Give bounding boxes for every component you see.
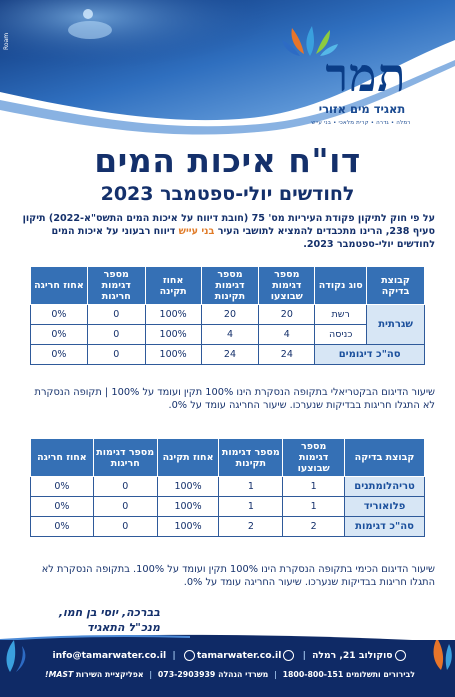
- col-header: מספר דגימות שבוצעו: [283, 439, 345, 477]
- table-total-row: [31, 517, 425, 537]
- page-subtitle: לחודשים יולי-ספטמבר 2023: [100, 183, 355, 205]
- logo-subtitle: תאגיד מים אזורי: [318, 102, 406, 116]
- cell-done: 4: [259, 325, 315, 345]
- table-row: [31, 497, 425, 517]
- cell-done: 1: [283, 477, 345, 497]
- col-header: מספר דגימות תקינות: [219, 439, 283, 477]
- table-header-row: [31, 439, 425, 477]
- footer: [0, 640, 455, 697]
- intro-city-highlight: בני עייש: [178, 226, 215, 237]
- col-header: מספר דגימות חריגות: [87, 267, 145, 305]
- cell-done: 24: [259, 345, 315, 365]
- cell-pct-dev: 0%: [31, 497, 94, 517]
- location-pin-icon: [395, 650, 406, 661]
- cell-pct-valid: 100%: [157, 497, 219, 517]
- bacteriological-note: שיעור הדיגום הבקטריאלי בתקופה הנסקרת הינו 100% תקין ועומד על 100% | תקופה הנסקרת לא התגלו חריגות בבדיקות שנערכו. שיעור החריגה עומד על 0%.: [34, 387, 435, 411]
- footer-billing: לבירורים ותשלומים 1800-800-151: [282, 670, 415, 679]
- cell-done: 2: [283, 517, 345, 537]
- col-header: סוג נקודה: [315, 267, 367, 305]
- cell-pct-valid: 100%: [157, 477, 219, 497]
- total-label: סה"כ דגימות: [345, 517, 425, 537]
- cell-valid: 20: [201, 305, 259, 325]
- cell-pct-valid: 100%: [145, 345, 201, 365]
- footer-app: אפליקציית השירות: [76, 670, 144, 679]
- group-cell: שגרתית: [367, 305, 425, 345]
- cell-type: רשת: [315, 305, 367, 325]
- cell-valid: 1: [219, 477, 283, 497]
- table-row: [31, 325, 425, 345]
- intro-part2: דיווח רבעוני על איכות המים לחודשים יולי-ספטמבר 2023.: [51, 226, 435, 250]
- chemical-note: שיעור הדיגום הכימי בתקופה הנסקרת הינו 100% תקין ועומד על 100%. בתקופה הנסקרת לא התגלו חריגות בבדיקות שנערכו. שיעור החריגה עומד על 0%.: [41, 564, 435, 588]
- footer-office: משרדי הנהלה 073-2903939: [157, 670, 269, 679]
- group-cell: פלואוריד: [345, 497, 425, 517]
- chemical-table: [30, 438, 425, 537]
- page-title: דו"ח איכות המים: [94, 141, 361, 180]
- intro-part1: על פי חוק לתיקון פקודת העיריות מס' 75 (חובת דיווח על איכות המים התשס"א-2022) תיקון סעיף 238, הרינו מתכבדים להמציא לתושבי העיר: [22, 213, 435, 237]
- globe-icon: [283, 650, 294, 661]
- cell-deviant: 0: [93, 497, 157, 517]
- side-tag: Roam: [3, 32, 10, 50]
- cell-deviant: 0: [93, 517, 157, 537]
- cell-pct-dev: 0%: [31, 517, 94, 537]
- col-header: אחוז חריגה: [31, 439, 94, 477]
- signature-line2: מנכ"ל התאגיד: [86, 621, 160, 634]
- footer-phones-line: לבירורים ותשלומים 1800-800-151 | משרדי הנהלה 073-2903939 | אפליקציית השירות MAST!: [45, 670, 415, 679]
- group-cell: טריהלומתנים: [345, 477, 425, 497]
- footer-app-brand: MAST!: [45, 670, 74, 679]
- tamar-logo: [280, 18, 445, 128]
- footer-contact-line: סוקולוב 21, רמלה | info@tamarwater.co.il | tamarwater.co.il: [10, 650, 450, 661]
- cell-done: 20: [259, 305, 315, 325]
- cell-pct-dev: 0%: [31, 305, 88, 325]
- footer-email[interactable]: info@tamarwater.co.il: [52, 650, 167, 661]
- col-header: קבוצת בדיקה: [367, 267, 425, 305]
- intro-paragraph: [20, 212, 435, 251]
- cell-pct-dev: 0%: [31, 477, 94, 497]
- cell-deviant: 0: [87, 305, 145, 325]
- col-header: מספר דגימות שבוצעו: [259, 267, 315, 305]
- table-total-row: [31, 345, 425, 365]
- cell-pct-valid: 100%: [157, 517, 219, 537]
- cell-done: 1: [283, 497, 345, 517]
- col-header: אחוז חריגה: [31, 267, 88, 305]
- cell-valid: 2: [219, 517, 283, 537]
- footer-website[interactable]: tamarwater.co.il: [196, 650, 282, 661]
- cell-pct-dev: 0%: [31, 325, 88, 345]
- total-label: סה"כ דיגומים: [315, 345, 425, 365]
- cell-pct-valid: 100%: [145, 325, 201, 345]
- cell-type: כניסה: [315, 325, 367, 345]
- envelope-icon: [184, 650, 195, 661]
- footer-address: סוקולוב 21, רמלה: [312, 650, 393, 661]
- logo-towns: רמלה • גדרה • קרית מלאכי • בני עייש: [311, 120, 411, 126]
- cell-valid: 24: [201, 345, 259, 365]
- signature-line1: בברכה, יוסי בן חמו,: [58, 606, 160, 619]
- col-header: מספר דגימות תקינות: [201, 267, 259, 305]
- cell-valid: 1: [219, 497, 283, 517]
- table-row: [31, 477, 425, 497]
- col-header: מספר דגימות חריגות: [93, 439, 157, 477]
- bacteriological-table: [30, 266, 425, 365]
- table-row: [31, 305, 425, 325]
- col-header: קבוצת בדיקה: [345, 439, 425, 477]
- cell-deviant: 0: [93, 477, 157, 497]
- header-banner: [0, 0, 455, 140]
- cell-valid: 4: [201, 325, 259, 345]
- col-header: אחוז תקינה: [157, 439, 219, 477]
- cell-deviant: 0: [87, 345, 145, 365]
- cell-deviant: 0: [87, 325, 145, 345]
- table-header-row: [31, 267, 425, 305]
- logo-name: תמר: [325, 48, 407, 102]
- col-header: אחוז תקינה: [145, 267, 201, 305]
- cell-pct-valid: 100%: [145, 305, 201, 325]
- signature-block: [40, 605, 160, 635]
- cell-pct-dev: 0%: [31, 345, 88, 365]
